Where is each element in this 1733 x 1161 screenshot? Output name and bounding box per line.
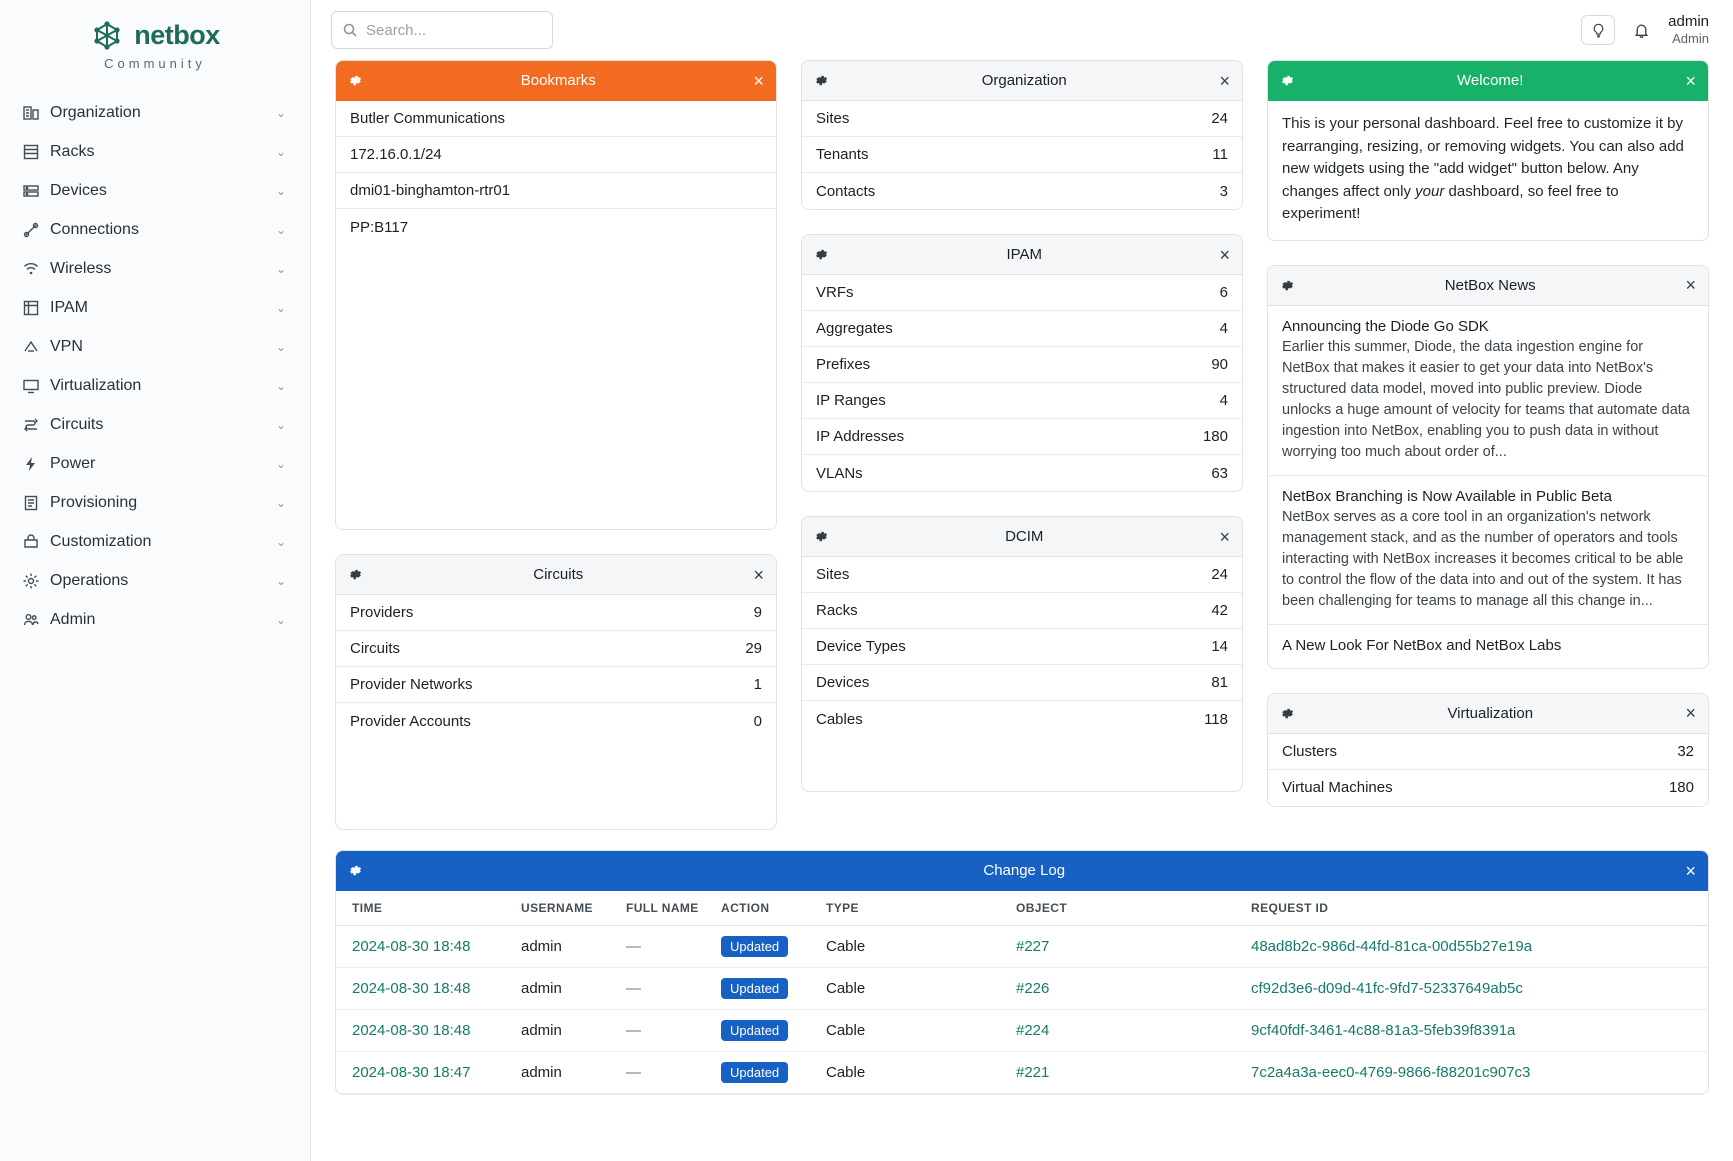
chevron-down-icon: ⌄: [275, 261, 286, 276]
row-value: 118: [1204, 710, 1228, 728]
news-widget-title: NetBox News: [1444, 276, 1536, 294]
chevron-down-icon: ⌄: [275, 417, 286, 432]
row-label: Clusters: [1282, 742, 1338, 760]
cell-request-id[interactable]: 7c2a4a3a-eec0-4769-9866-f88201c907c3: [1251, 1064, 1531, 1081]
sidebar-item-label: Connections: [50, 220, 139, 238]
ipam-widget-title: IPAM: [1006, 246, 1043, 263]
row-label: Tenants: [816, 146, 869, 163]
wireless-icon: [22, 260, 50, 278]
sidebar-item-label: Power: [50, 454, 96, 472]
cell-username: admin: [521, 1052, 626, 1094]
close-icon[interactable]: ×: [1685, 70, 1696, 91]
row-value: 9: [753, 604, 762, 621]
row-label: Prefixes: [816, 356, 871, 373]
vpn-icon: [22, 338, 50, 356]
list-item[interactable]: [802, 455, 1242, 491]
row-value: 42: [1211, 602, 1228, 619]
cell-time[interactable]: 2024-08-30 18:48: [352, 980, 471, 997]
gear-icon[interactable]: [348, 863, 363, 878]
welcome-text-emphasis: your: [1415, 182, 1445, 200]
cell-username: admin: [521, 968, 626, 1010]
chevron-down-icon: ⌄: [275, 300, 286, 315]
row-value: 63: [1211, 464, 1228, 482]
table-row[interactable]: [336, 1010, 1708, 1052]
gear-icon[interactable]: [348, 73, 363, 88]
list-item[interactable]: [802, 275, 1242, 311]
chevron-down-icon: ⌄: [275, 456, 286, 471]
dashboard-column-2: [801, 60, 1243, 792]
row-value: 11: [1212, 146, 1228, 163]
search-icon: [342, 22, 358, 38]
row-value: 0: [753, 712, 762, 730]
status-badge: Updated: [721, 1062, 788, 1083]
close-icon[interactable]: ×: [1685, 860, 1696, 881]
chevron-down-icon: ⌄: [275, 534, 286, 549]
row-label: IP Ranges: [816, 392, 886, 409]
dcim-widget-title: DCIM: [1005, 528, 1044, 545]
cell-username: admin: [521, 1010, 626, 1052]
list-item[interactable]: [802, 137, 1242, 173]
sidebar-item-label: Circuits: [50, 415, 104, 433]
row-value: 29: [745, 640, 762, 657]
dcim-widget: [801, 516, 1243, 792]
row-value: 24: [1211, 566, 1228, 583]
devices-icon: [22, 182, 50, 200]
list-item[interactable]: 172.16.0.1/24: [336, 137, 776, 173]
list-item[interactable]: [336, 703, 776, 739]
changelog-widget: [335, 850, 1709, 1095]
organization-widget: [801, 60, 1243, 210]
chevron-down-icon: ⌄: [275, 183, 286, 198]
status-badge: Updated: [721, 936, 788, 957]
row-label: Aggregates: [816, 320, 893, 337]
organization-icon: [22, 104, 50, 122]
customization-icon: [22, 533, 50, 551]
cell-type: Cable: [826, 926, 1016, 968]
sidebar-item-vpn[interactable]: [0, 327, 310, 366]
row-label: Provider Networks: [350, 676, 473, 693]
row-label: Virtual Machines: [1282, 779, 1393, 797]
chevron-down-icon: ⌄: [275, 105, 286, 120]
sidebar-item-label: Racks: [50, 142, 95, 160]
ipam-widget-header: [802, 235, 1242, 275]
provisioning-icon: [22, 494, 50, 512]
cell-time[interactable]: 2024-08-30 18:48: [352, 938, 471, 955]
power-icon: [22, 455, 50, 473]
close-icon[interactable]: ×: [1219, 70, 1230, 91]
organization-widget-header: [802, 61, 1242, 101]
user-role: Admin: [1672, 31, 1709, 47]
connections-icon: [22, 221, 50, 239]
virtualization-widget-header: [1268, 694, 1708, 734]
news-item-title[interactable]: A New Look For NetBox and NetBox Labs: [1282, 636, 1562, 654]
news-item-body: Earlier this summer, Diode, the data ingestion engine for NetBox that makes it easier to get your data into NetBox's structured data model, moved into public preview. Diode unlocks a huge amount of velocity for teams that automate data ingestion into NetBox, enabling you to push data in without worrying too much about order of...: [1282, 338, 1690, 460]
circuits-widget-header: [336, 555, 776, 595]
cell-request-id[interactable]: 9cf40fdf-3461-4c88-81a3-5feb39f8391a: [1251, 1022, 1516, 1039]
list-item[interactable]: [1268, 476, 1708, 625]
news-item-body: NetBox serves as a core tool in an organization's network management stack, and as the number of operators and tools interacting with NetBox increases it becomes critical to be able to control the flow of the data into and out of the system. It has been challenging for teams to manage all this change in...: [1282, 508, 1684, 609]
list-item[interactable]: [802, 557, 1242, 593]
row-value: 180: [1668, 779, 1694, 797]
column-header-username[interactable]: USERNAME: [521, 891, 626, 926]
virtualization-list: [1268, 734, 1708, 806]
topbar: [311, 0, 1733, 60]
brand-edition: Community: [104, 56, 206, 71]
list-item[interactable]: [802, 593, 1242, 629]
sidebar-item-admin[interactable]: [0, 600, 310, 639]
column-header-object[interactable]: OBJECT: [1016, 891, 1251, 926]
dcim-widget-header: [802, 517, 1242, 557]
list-item[interactable]: [802, 701, 1242, 737]
list-item[interactable]: [1268, 625, 1708, 668]
ipam-icon: [22, 299, 50, 317]
list-item[interactable]: [802, 173, 1242, 209]
row-label: Cables: [816, 710, 863, 728]
chevron-down-icon: ⌄: [275, 222, 286, 237]
bookmarks-widget-header: [336, 61, 776, 101]
sidebar-item-label: Wireless: [50, 259, 112, 277]
gear-icon[interactable]: [814, 529, 829, 544]
sidebar-item-power[interactable]: [0, 444, 310, 483]
gear-icon[interactable]: [1280, 706, 1295, 721]
welcome-widget-title: Welcome!: [1457, 72, 1524, 89]
sidebar-item-circuits[interactable]: [0, 405, 310, 444]
row-label: Circuits: [350, 640, 401, 657]
chevron-down-icon: ⌄: [275, 339, 286, 354]
circuits-widget-title: Circuits: [533, 566, 584, 583]
cell-fullname: —: [626, 968, 721, 1010]
news-list: [1268, 306, 1708, 668]
list-item[interactable]: [802, 665, 1242, 701]
circuits-list: [336, 595, 776, 739]
user-menu[interactable]: [1668, 13, 1709, 48]
user-name: admin: [1668, 12, 1709, 30]
circuits-icon: [22, 416, 50, 434]
gear-icon[interactable]: [814, 73, 829, 88]
sidebar-item-label: Customization: [50, 532, 152, 550]
row-label: Devices: [816, 674, 870, 691]
row-label: IP Addresses: [816, 428, 905, 445]
sidebar-item-label: Organization: [50, 103, 141, 121]
sidebar-item-ipam[interactable]: [0, 288, 310, 327]
main-content: [311, 0, 1733, 1161]
welcome-text-b: dashboard, so feel free to experiment!: [1282, 182, 1619, 222]
row-label: Device Types: [816, 638, 906, 655]
organization-list: [802, 101, 1242, 209]
table-header-row: [336, 891, 1708, 926]
list-item[interactable]: Butler Communications: [336, 101, 776, 137]
cell-type: Cable: [826, 1052, 1016, 1094]
chevron-down-icon: ⌄: [275, 144, 286, 159]
cell-fullname: —: [626, 1010, 721, 1052]
brand-name: netbox: [134, 19, 220, 50]
row-value: 90: [1211, 356, 1228, 373]
theme-toggle-button[interactable]: [1581, 15, 1615, 45]
column-header-fullname[interactable]: FULL NAME: [626, 891, 721, 926]
row-value: 32: [1677, 742, 1694, 760]
status-badge: Updated: [721, 978, 788, 999]
sidebar-item-connections[interactable]: [0, 210, 310, 249]
virtualization-icon: [22, 377, 50, 395]
row-value: 4: [1219, 320, 1228, 337]
notifications-bell-icon[interactable]: [1633, 22, 1650, 39]
row-label: Sites: [816, 566, 850, 583]
column-header-action[interactable]: ACTION: [721, 891, 826, 926]
bookmarks-widget: [335, 60, 777, 530]
cell-request-id[interactable]: 48ad8b2c-986d-44fd-81ca-00d55b27e19a: [1251, 938, 1533, 955]
welcome-widget: [1267, 60, 1709, 241]
status-badge: Updated: [721, 1020, 788, 1041]
cell-fullname: —: [626, 1052, 721, 1094]
close-icon[interactable]: ×: [1685, 703, 1696, 724]
ipam-widget: [801, 234, 1243, 492]
virtualization-widget: [1267, 693, 1709, 807]
cell-object[interactable]: #221: [1016, 1064, 1050, 1081]
chevron-down-icon: ⌄: [275, 495, 286, 510]
dashboard-grid: [311, 60, 1733, 850]
dashboard-column-1: [335, 60, 777, 830]
search-input[interactable]: [366, 22, 542, 39]
list-item[interactable]: [802, 383, 1242, 419]
list-item[interactable]: [802, 629, 1242, 665]
row-value: 4: [1219, 392, 1228, 409]
row-label: Sites: [816, 110, 850, 127]
list-item[interactable]: [802, 311, 1242, 347]
list-item[interactable]: [802, 347, 1242, 383]
list-item[interactable]: [336, 631, 776, 667]
row-value: 1: [753, 676, 762, 693]
brand-logo[interactable]: [0, 10, 310, 93]
list-item[interactable]: [336, 667, 776, 703]
cell-type: Cable: [826, 968, 1016, 1010]
sidebar-item-label: Provisioning: [50, 493, 138, 511]
virtualization-widget-title: Virtualization: [1447, 704, 1534, 722]
cell-object[interactable]: #226: [1016, 980, 1050, 997]
admin-icon: [22, 611, 50, 629]
row-value: 14: [1211, 638, 1228, 655]
sidebar-item-organization[interactable]: [0, 93, 310, 132]
welcome-widget-header: [1268, 61, 1708, 101]
netbox-logo-icon: [90, 18, 124, 52]
gear-icon[interactable]: [348, 567, 363, 582]
cell-time[interactable]: 2024-08-30 18:47: [352, 1064, 471, 1081]
list-item[interactable]: [802, 101, 1242, 137]
list-item[interactable]: PP:B117: [350, 218, 409, 236]
close-icon[interactable]: ×: [1685, 275, 1696, 295]
gear-icon[interactable]: [1280, 278, 1295, 293]
cell-time[interactable]: 2024-08-30 18:48: [352, 1022, 471, 1039]
news-widget: [1267, 265, 1709, 669]
close-icon[interactable]: ×: [1219, 526, 1230, 547]
cell-username: admin: [521, 926, 626, 968]
circuits-widget: [335, 554, 777, 830]
cell-type: Cable: [826, 1010, 1016, 1052]
sidebar-item-label: Operations: [50, 571, 129, 589]
cell-fullname: —: [626, 926, 721, 968]
topbar-right: [1581, 13, 1709, 48]
dashboard-column-3: [1267, 60, 1709, 807]
sidebar-item-virtualization[interactable]: [0, 366, 310, 405]
chevron-down-icon: ⌄: [275, 612, 286, 627]
cell-object[interactable]: #227: [1016, 938, 1050, 955]
sidebar-item-label: Devices: [50, 181, 107, 199]
chevron-down-icon: ⌄: [275, 378, 286, 393]
welcome-body: [1268, 101, 1708, 240]
news-item-title[interactable]: Announcing the Diode Go SDK: [1282, 317, 1489, 335]
cell-object[interactable]: #224: [1016, 1022, 1050, 1039]
gear-icon[interactable]: [1280, 73, 1295, 88]
news-widget-header: [1268, 266, 1708, 306]
operations-icon: [22, 572, 50, 590]
sidebar-item-operations[interactable]: [0, 561, 310, 600]
row-value: 3: [1219, 182, 1228, 200]
row-value: 180: [1202, 428, 1228, 445]
welcome-text-a: This is your personal dashboard. Feel free to customize it by rearranging, resizing, or removing widgets. You can also add new widgets using the "add widget" button below. Any changes affect only: [1282, 115, 1684, 200]
sidebar-item-racks[interactable]: [0, 132, 310, 171]
list-item[interactable]: [336, 595, 776, 631]
row-label: Contacts: [816, 182, 876, 200]
changelog-widget-title: Change Log: [983, 862, 1066, 879]
news-item-title[interactable]: NetBox Branching is Now Available in Public Beta: [1282, 487, 1612, 505]
row-label: VRFs: [816, 284, 854, 301]
column-header-type[interactable]: TYPE: [826, 891, 1016, 926]
changelog-section: [311, 850, 1733, 1095]
sidebar: [0, 0, 311, 1161]
row-label: Racks: [816, 602, 858, 619]
close-icon[interactable]: ×: [753, 70, 764, 91]
bookmarks-widget-title: Bookmarks: [520, 72, 596, 89]
column-header-request-id[interactable]: REQUEST ID: [1251, 891, 1708, 926]
row-label: VLANs: [816, 464, 863, 482]
sidebar-item-label: IPAM: [50, 298, 88, 316]
list-item[interactable]: [1268, 770, 1708, 806]
row-value: 6: [1219, 284, 1228, 301]
bookmarks-list: [336, 101, 776, 245]
list-item[interactable]: dmi01-binghamton-rtr01: [336, 173, 776, 209]
table-row[interactable]: [336, 1052, 1708, 1094]
search-box[interactable]: [331, 11, 553, 49]
list-item[interactable]: [1268, 734, 1708, 770]
sidebar-item-label: Virtualization: [50, 376, 142, 394]
sidebar-item-label: Admin: [50, 610, 96, 628]
sidebar-item-label: VPN: [50, 337, 83, 355]
row-value: 81: [1211, 674, 1228, 691]
chevron-down-icon: ⌄: [275, 573, 286, 588]
column-header-time[interactable]: TIME: [336, 891, 521, 926]
close-icon[interactable]: ×: [1219, 244, 1230, 265]
racks-icon: [22, 143, 50, 161]
sidebar-item-provisioning[interactable]: [0, 483, 310, 522]
list-item[interactable]: [802, 419, 1242, 455]
ipam-list: [802, 275, 1242, 491]
row-label: Providers: [350, 604, 414, 621]
sidebar-item-customization[interactable]: [0, 522, 310, 561]
organization-widget-title: Organization: [981, 72, 1067, 89]
changelog-widget-header: [336, 851, 1708, 891]
cell-request-id[interactable]: cf92d3e6-d09d-41fc-9fd7-52337649ab5c: [1251, 980, 1523, 997]
table-row[interactable]: [336, 968, 1708, 1010]
row-label: Provider Accounts: [350, 712, 471, 730]
close-icon[interactable]: ×: [753, 564, 764, 585]
sidebar-item-wireless[interactable]: [0, 249, 310, 288]
dcim-list: [802, 557, 1242, 737]
changelog-table: [336, 891, 1708, 1094]
list-item[interactable]: [1268, 306, 1708, 476]
gear-icon[interactable]: [814, 247, 829, 262]
row-value: 24: [1211, 110, 1228, 127]
sidebar-item-devices[interactable]: [0, 171, 310, 210]
table-row[interactable]: [336, 926, 1708, 968]
